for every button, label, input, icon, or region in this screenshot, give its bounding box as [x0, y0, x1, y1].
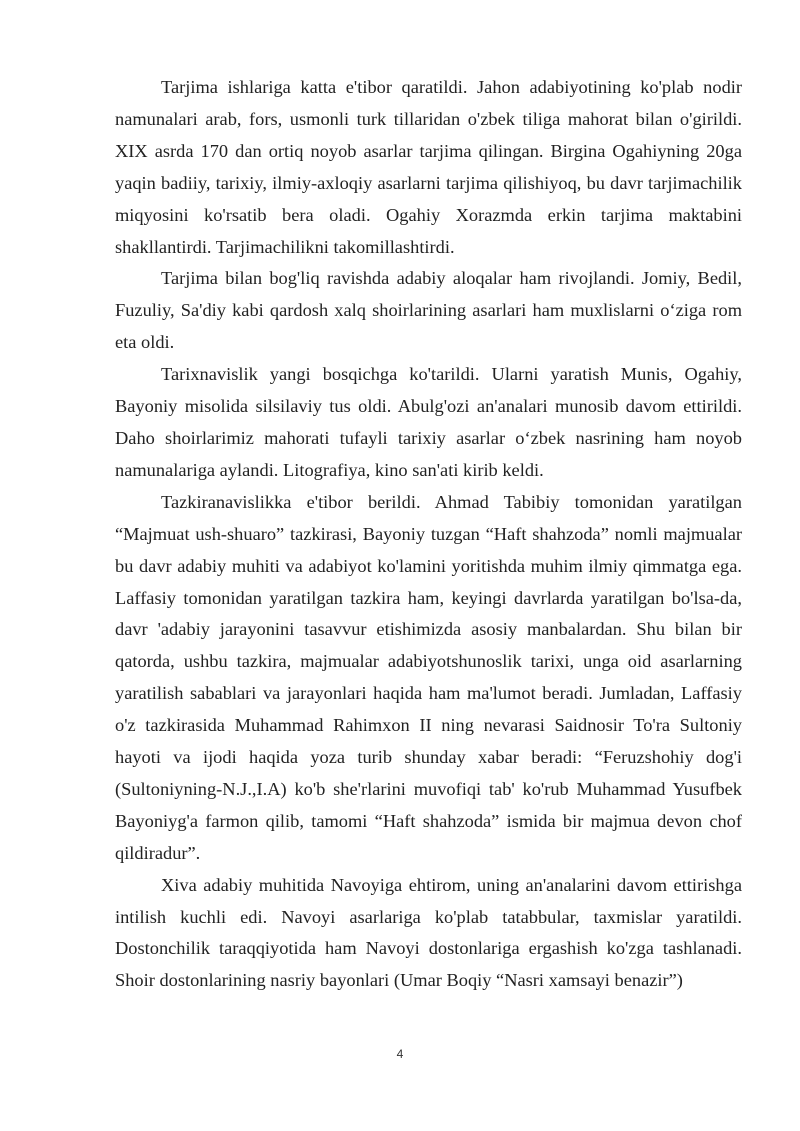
paragraph-navoiy-tradition: Xiva adabiy muhitida Navoyiga ehtirom, uning an'analarini davom ettirishga intilish kuchli edi. Navoyi asarlariga ko'plab tatabbular, taxmislar yaratildi. Dostonchilik taraqqiyotida ham Navoyi dostonlariga ergashish ko'zga tashlanadi. Shoir dostonlarining nasriy bayonlari (Umar Boqiy “Nasri xamsayi benazir”): [115, 874, 742, 991]
paragraph-tazkira: Tazkiranavislikka e'tibor berildi. Ahmad Tabibiy tomonidan yaratilgan “Majmuat ush-shuaro” tazkirasi, Bayoniy tuzgan “Haft shahzoda” nomli majmualar bu davr adabiy muhiti va adabiyot ko'lamini yoritishda muhim ilmiy qimmatga ega. Laffasiy tomonidan yaratilgan tazkira ham, keyingi davrlarda yaratilgan bo'lsa-da, davr 'adabiy jarayonini tasavvur etishimizda asosiy manbalardan. Shu bilan bir qatorda, ushbu tazkira, majmualar adabiyotshunoslik tarixi, unga oid asarlarning yaratilish sabablari va jarayonlari haqida ham ma'lumot beradi. Jumladan, Laffasiy o'z tazkirasida Muhammad Rahimxon II ning nevarasi Saidnosir To'ra Sultoniy hayoti va ijodi haqida yoza turib shunday xabar beradi: “Feruzshohiy dog'i (Sultoniyning-N.J.,I.A) ko'b she'rlarini muvofiqi tab' ko'rub Muhammad Yusufbek Bayoniyg'a farmon qilib, tamomi “Haft shahzoda” ismida bir majmua devon chof qildiradur”.: [115, 491, 742, 863]
document-body: [115, 72, 742, 997]
paragraph-historiography: Tarixnavislik yangi bosqichga ko'tarildi. Ularni yaratish Munis, Ogahiy, Bayoniy misolida silsilaviy tus oldi. Abulg'ozi an'analari munosib davom ettirildi. Daho shoirlarimiz mahorati tufayli tarixiy asarlar o‘zbek nasrining ham noyob namunalariga aylandi. Litografiya, kino san'ati kirib keldi.: [115, 364, 742, 480]
paragraph-translation: Tarjima ishlariga katta e'tibor qaratildi. Jahon adabiyotining ko'plab nodir namunalari arab, fors, usmonli turk tillaridan o'zbek tiliga mahorat bilan o'girildi. XIX asrda 170 dan ortiq noyob asarlar tarjima qilingan. Birgina Ogahiyning 20ga yaqin badiiy, tarixiy, ilmiy-axloqiy asarlarni tarjima qilishiyoq, bu davr tarjimachilik miqyosini ko'rsatib bera oladi. Ogahiy Xorazmda erkin tarjima maktabini shakllantirdi. Tarjimachilikni takomillashtirdi.: [115, 77, 742, 257]
page-number: 4: [396, 1047, 404, 1061]
paragraph-literary-relations: Tarjima bilan bog'liq ravishda adabiy aloqalar ham rivojlandi. Jomiy, Bedil, Fuzuliy, Sa'diy kabi qardosh xalq shoirlarining asarlari ham muxlislarni o‘ziga rom eta oldi.: [115, 268, 742, 353]
